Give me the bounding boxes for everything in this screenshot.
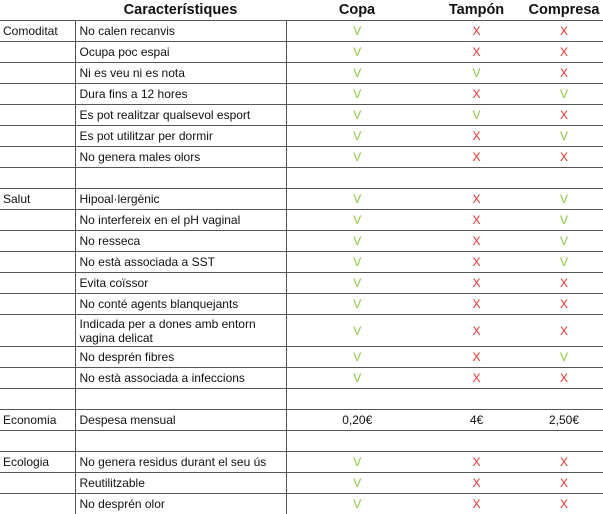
spacer-cell — [0, 431, 75, 452]
feature-label: No interfereix en el pH vaginal — [75, 210, 286, 231]
header-row — [0, 0, 603, 21]
compresa-mark: V — [525, 210, 603, 231]
category-cell — [0, 231, 75, 252]
tampon-mark: X — [428, 21, 525, 42]
compresa-mark: X — [525, 473, 603, 494]
table-row — [0, 231, 603, 252]
feature-label: Es pot realitzar qualsevol esport — [75, 105, 286, 126]
copa-mark: V — [286, 126, 428, 147]
category-cell — [0, 105, 75, 126]
feature-label: Despesa mensual — [75, 410, 286, 431]
category-cell — [0, 63, 75, 84]
tampon-mark: X — [428, 42, 525, 63]
copa-mark: V — [286, 252, 428, 273]
feature-label: Ni es veu ni es nota — [75, 63, 286, 84]
feature-label: No resseca — [75, 231, 286, 252]
spacer-cell — [75, 431, 286, 452]
copa-mark: V — [286, 347, 428, 368]
compresa-mark: X — [525, 147, 603, 168]
tampon-mark: V — [428, 105, 525, 126]
header-compresa: Compresa — [525, 0, 603, 21]
category-label: Salut — [0, 189, 75, 210]
spacer-cell — [428, 389, 525, 410]
tampon-mark: X — [428, 252, 525, 273]
compresa-mark: X — [525, 315, 603, 347]
table-row — [0, 473, 603, 494]
category-cell — [0, 210, 75, 231]
table-row — [0, 42, 603, 63]
tampon-mark: X — [428, 231, 525, 252]
category-cell — [0, 494, 75, 514]
feature-label: No genera residus durant el seu ús — [75, 452, 286, 473]
section-spacer-row — [0, 389, 603, 410]
table-row — [0, 452, 603, 473]
tampon-mark: X — [428, 494, 525, 514]
compresa-mark: X — [525, 21, 603, 42]
header-copa: Copa — [286, 0, 428, 21]
copa-mark: V — [286, 21, 428, 42]
feature-label: Indicada per a dones amb entorn vagina delicat — [75, 315, 286, 347]
table-row — [0, 189, 603, 210]
feature-label: No conté agents blanquejants — [75, 294, 286, 315]
copa-mark: V — [286, 189, 428, 210]
compresa-mark: X — [525, 494, 603, 514]
feature-label: Hipoal·lergènic — [75, 189, 286, 210]
copa-mark: V — [286, 473, 428, 494]
tampon-mark: X — [428, 473, 525, 494]
copa-mark: V — [286, 231, 428, 252]
copa-mark: V — [286, 63, 428, 84]
category-cell — [0, 42, 75, 63]
category-cell — [0, 294, 75, 315]
spacer-cell — [525, 389, 603, 410]
tampon-value: 4€ — [428, 410, 525, 431]
table-row — [0, 105, 603, 126]
feature-label: No genera males olors — [75, 147, 286, 168]
tampon-mark: X — [428, 368, 525, 389]
feature-label: No calen recanvis — [75, 21, 286, 42]
spacer-cell — [428, 431, 525, 452]
table-row — [0, 63, 603, 84]
compresa-mark: V — [525, 347, 603, 368]
copa-mark: V — [286, 452, 428, 473]
feature-label: Es pot utilitzar per dormir — [75, 126, 286, 147]
compresa-mark: V — [525, 252, 603, 273]
compresa-mark: V — [525, 189, 603, 210]
copa-mark: V — [286, 315, 428, 347]
copa-mark: V — [286, 84, 428, 105]
spacer-cell — [428, 168, 525, 189]
compresa-mark: X — [525, 105, 603, 126]
category-cell — [0, 147, 75, 168]
feature-label: Reutilitzable — [75, 473, 286, 494]
feature-label: Evita coïssor — [75, 273, 286, 294]
compresa-mark: X — [525, 42, 603, 63]
table-body — [0, 21, 603, 514]
spacer-cell — [75, 168, 286, 189]
table-row — [0, 494, 603, 514]
table-row — [0, 347, 603, 368]
spacer-cell — [75, 389, 286, 410]
category-cell — [0, 315, 75, 347]
feature-label: No desprén olor — [75, 494, 286, 514]
copa-value: 0,20€ — [286, 410, 428, 431]
spacer-cell — [0, 168, 75, 189]
spacer-cell — [525, 168, 603, 189]
category-cell — [0, 368, 75, 389]
table-row — [0, 210, 603, 231]
category-label: Comoditat — [0, 21, 75, 42]
category-cell — [0, 252, 75, 273]
spacer-cell — [525, 431, 603, 452]
category-label: Economia — [0, 410, 75, 431]
tampon-mark: X — [428, 315, 525, 347]
tampon-mark: X — [428, 126, 525, 147]
feature-label: No està associada a SST — [75, 252, 286, 273]
table-row — [0, 315, 603, 347]
category-cell — [0, 273, 75, 294]
feature-label: Dura fins a 12 hores — [75, 84, 286, 105]
copa-mark: V — [286, 273, 428, 294]
category-cell — [0, 473, 75, 494]
tampon-mark: X — [428, 347, 525, 368]
table-row — [0, 126, 603, 147]
table-row — [0, 368, 603, 389]
spacer-cell — [286, 389, 428, 410]
compresa-mark: V — [525, 84, 603, 105]
tampon-mark: X — [428, 147, 525, 168]
table-row — [0, 21, 603, 42]
compresa-value: 2,50€ — [525, 410, 603, 431]
header-tampon: Tampón — [428, 0, 525, 21]
compresa-mark: X — [525, 368, 603, 389]
spacer-cell — [286, 168, 428, 189]
header-blank — [0, 0, 75, 21]
copa-mark: V — [286, 294, 428, 315]
category-cell — [0, 84, 75, 105]
table-row — [0, 294, 603, 315]
compresa-mark: X — [525, 63, 603, 84]
spacer-cell — [286, 431, 428, 452]
table-row — [0, 147, 603, 168]
feature-label: No està associada a infeccions — [75, 368, 286, 389]
compresa-mark: V — [525, 231, 603, 252]
tampon-mark: X — [428, 84, 525, 105]
copa-mark: V — [286, 42, 428, 63]
compresa-mark: X — [525, 273, 603, 294]
section-spacer-row — [0, 431, 603, 452]
tampon-mark: X — [428, 452, 525, 473]
category-cell — [0, 347, 75, 368]
copa-mark: V — [286, 494, 428, 514]
compresa-mark: V — [525, 126, 603, 147]
compresa-mark: X — [525, 452, 603, 473]
tampon-mark: X — [428, 294, 525, 315]
spacer-cell — [0, 389, 75, 410]
tampon-mark: X — [428, 210, 525, 231]
header-features: Característiques — [75, 0, 286, 21]
table-row — [0, 410, 603, 431]
copa-mark: V — [286, 368, 428, 389]
tampon-mark: X — [428, 273, 525, 294]
table-row — [0, 252, 603, 273]
tampon-mark: V — [428, 63, 525, 84]
copa-mark: V — [286, 105, 428, 126]
category-cell — [0, 126, 75, 147]
category-label: Ecologia — [0, 452, 75, 473]
copa-mark: V — [286, 147, 428, 168]
copa-mark: V — [286, 210, 428, 231]
section-spacer-row — [0, 168, 603, 189]
tampon-mark: X — [428, 189, 525, 210]
table-row — [0, 273, 603, 294]
feature-label: No desprén fibres — [75, 347, 286, 368]
feature-label: Ocupa poc espai — [75, 42, 286, 63]
compresa-mark: X — [525, 294, 603, 315]
table-row — [0, 84, 603, 105]
